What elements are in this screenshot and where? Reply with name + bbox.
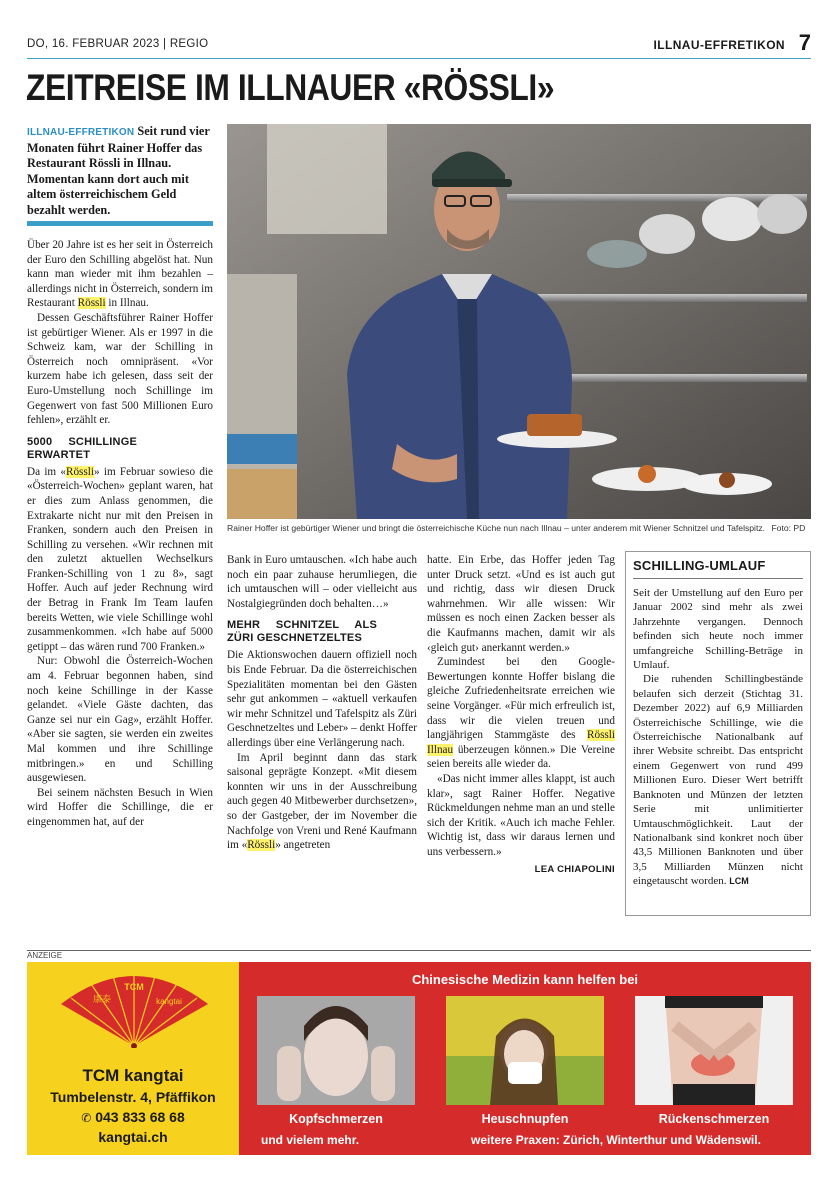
photo-credit: Foto: PD — [771, 523, 806, 533]
info-box-title: SCHILLING-UMLAUF — [633, 558, 766, 573]
region-label: ILLNAU-EFFRETIKON — [653, 38, 785, 52]
lead-text: Seit rund vier Monaten führt Rainer Hoffer das Restaurant Rössli in Illnau. Momentan kann dort auch mit altem österreichischem Geld bezahlt werden. — [27, 124, 210, 217]
photo-caption — [227, 523, 811, 534]
col3-paragraph-1: hatte. Ein Erbe, das Hoffer jeden Tag unter Druck setzt. «Und es ist auch gut und richtig, dass wir diesen Druck wahrnehmen. Wir alle wissen: Wir müssen es noch einen Zacken besser als die Kaufmanns machen, damit wir als ‹gleich gut› anerkannt werden.» — [427, 554, 615, 654]
col1-paragraph-1: Über 20 Jahre ist es her seit in Österreich der Euro den Schilling abgelöst hat. Nun kann man wieder mit ihm bezahlen – allerdings nicht in Österreich, sondern im Restaurant Rössli in Illnau. — [27, 239, 213, 310]
fan-right-text: kangtai — [156, 997, 182, 1006]
ad-photo-hayfever — [446, 996, 604, 1105]
col1-paragraph-3: Da im «Rössli» im Februar sowieso die «Österreich-Wochen» geplant waren, hat er dies zum Anlass genommen, die Extrakarte nicht nur mit den Preisen in Franken, sondern auch den Preisen in Schilling zu versehen. «Wir rechnen mit den zuletzt aktuellen Wechselkurs Franken-Schilling von 1 zu 8», sagt Hoffer. Auch auf jeder Rechnung wird der Betrag in Frank Im Team laufen bereits Wetten, wie viele Schillinge wohl zusammenkommen. «Ich habe auf 5000 getippt – das wären rund 700 Franken.» — [27, 465, 213, 653]
highlight-roessli-3: Rössli — [247, 839, 276, 852]
ad-label: ANZEIGE — [27, 951, 63, 960]
ad-contact-panel — [27, 962, 239, 1155]
col1-paragraph-4: Nur: Obwohl die Österreich-Wochen am 4. Februar begonnen haben, sind noch keine Schillinge in der Kasse gelandet. «Viele Gäste dachten, das Ganze sei nur ein Gag», erzählt Hoffer. «Aber sie sagten, sie werden ein zweites Mal kommen und ihre Schillinge mitbringen.» en und Schilling ausgewiesen. — [27, 655, 213, 785]
lead-kicker: ILLNAU-EFFRETIKON — [27, 127, 135, 138]
column-3 — [427, 553, 615, 878]
headache-photo-illustration — [257, 996, 415, 1105]
page-header — [27, 30, 811, 56]
phone-icon: ✆ — [81, 1111, 92, 1125]
photo-caption-text: Rainer Hoffer ist gebürtiger Wiener und bringt die österreichische Küche nun nach Illnau – unter anderem mit Wiener Schnitzel und Tafelspitz. — [227, 523, 766, 533]
author-byline: LEA CHIAPOLINI — [534, 864, 615, 876]
ad-item-3: Rückenschmerzen — [658, 1112, 770, 1126]
col1-paragraph-2: Dessen Geschäftsführer Rainer Hoffer ist gebürtiger Wiener. Als er 1997 in die Schweiz kam, war der Schilling in Österreich noch omnipräsent. «Vor kurzem habe ich gelesen, dass seit der Euro-Umstellung noch Schillinge im Gegenwert von fast 500 Millionen Euro fehlen», erzählt er. — [27, 311, 213, 427]
highlight-roessli-illnau: Rössli Illnau — [427, 729, 615, 756]
col2-paragraph-2: Die Aktionswochen dauern offiziell noch bis Ende Februar. Da die österreichischen Spezialitäten momentan bei den Gästen sehr gut ankommen – «aktuell verkaufen wir mehr Schnitzel und Tafelspitz als Züri Geschnetzeltes und Leber» – denkt Hoffer allerdings über eine Verlängerung nach. — [227, 649, 417, 749]
ad-photo-backpain — [635, 996, 793, 1105]
fan-logo-icon — [57, 968, 212, 1048]
highlight-roessli: Rössli — [77, 297, 106, 310]
hayfever-photo-illustration — [446, 996, 604, 1105]
kitchen-photo-illustration — [227, 124, 811, 519]
col1-paragraph-5: Bei seinem nächsten Besuch in Wien wird Hoffer die Schillinge, die er eingenommen hat, auf der — [27, 786, 213, 828]
col3-paragraph-2: Zumindest bei den Google-Bewertungen konnte Hoffer bislang die gleiche Zufriedenheitsrate erreichen wie seine Vorgänger. «Für mich erfreulich ist, dass wir die vielen treuen und langjährigen Stammgäste des Rössli Illnau überzeugen können.» Die Vereine seien bereits alle wieder da. — [427, 656, 615, 771]
col2-paragraph-1: Bank in Euro umtauschen. «Ich habe auch noch ein paar zuhause herumliegen, die ich umtauschen will – oder vielleicht aus Nostalgiegründen doch behalten…» — [227, 554, 417, 610]
ad-practices: weitere Praxen: Zürich, Winterthur und Wädenswil. — [471, 1133, 761, 1147]
header-rule — [27, 58, 811, 59]
lead — [27, 124, 215, 218]
page-number: 7 — [798, 30, 811, 55]
ad-company-name: TCM kangtai — [82, 1066, 184, 1085]
advertisement — [27, 962, 811, 1155]
col3-paragraph-3: «Das nicht immer alles klappt, ist auch klar», sagt Rainer Hoffer. Negative Rückmeldungen nehme man an und stelle sich der Kritik. «Auch ich mache Fehler. Wichtig ist, dass wir daraus lernen und uns verbessern.» — [427, 772, 615, 858]
fan-top-text: TCM — [124, 982, 144, 992]
ad-street: Tumbelenstr. 4, Pfäffikon — [50, 1089, 216, 1105]
ad-item-1: Kopfschmerzen — [289, 1112, 383, 1126]
backpain-photo-illustration — [635, 996, 793, 1105]
subheading-schnitzel: MEHR SCHNITZEL ALS ZÜRI GESCHNETZELTES — [227, 619, 377, 645]
ad-services-panel — [239, 962, 811, 1155]
column-2 — [227, 553, 417, 853]
ad-photo-headache — [257, 996, 415, 1105]
info-box-body — [633, 586, 803, 889]
ad-headline: Chinesische Medizin kann helfen bei — [411, 972, 639, 987]
ad-more: und vielem mehr. — [261, 1133, 360, 1147]
date-section: DO, 16. FEBRUAR 2023 | REGIO — [27, 38, 209, 50]
ad-website: kangtai.ch — [98, 1129, 168, 1145]
ad-separator — [27, 950, 811, 951]
ad-phone: ✆ 043 833 68 68 — [81, 1109, 185, 1125]
article-photo — [227, 124, 811, 519]
col2-paragraph-3: Im April beginnt dann das stark saisonal geprägte Konzept. «Mit diesem konnten wir uns in der Ausschreibung auch gegen 40 Mitbewerber durchsetzen», so der Gastgeber, der im November die Nachfolge von Vreni und René Kaufmann im «Rössli» angetreten — [227, 751, 417, 852]
info-box-p2: Die ruhenden Schillingbestände belaufen sich derzeit (Stichtag 31. Dezember 2022) auf 6,9 Milliarden Österreichische Schillinge, wie die Österreichische Nationalbank auf ihrer Website schreibt. Das entspricht einem Gegenwert von rund 499 Millionen Euro. Dieser Wert betrifft Banknoten und Münzen der letzten Serie mit unlimitierter Umtauschmöglichkeit. Laut der Nationalbank sind konkret noch über 43,5 Millionen Banknoten und über 3,5 Milliarden Münzen nicht eingetauscht worden. LCM — [633, 673, 803, 888]
highlight-roessli-2: Rössli — [66, 465, 94, 478]
subheading-5000: 5000 SCHILLINGE ERWARTET — [27, 435, 137, 461]
headline: ZEITREISE IM ILLNAUER «RÖSSLI» — [26, 67, 555, 108]
column-1 — [27, 238, 213, 830]
info-box-sign: LCM — [729, 876, 749, 887]
info-box-p1: Seit der Umstellung auf den Euro per Januar 2002 sind mehr als zwei Jahrzehnte vergangen. Dennoch befinden sich heute noch immer umfangreiche Schilling-Beträge in Umlauf. — [633, 587, 803, 672]
lead-rule — [27, 221, 213, 226]
info-box — [625, 551, 811, 916]
fan-left-text: 康泰 — [92, 995, 112, 1005]
info-box-rule — [633, 578, 803, 579]
ad-item-2: Heuschnupfen — [481, 1112, 569, 1126]
